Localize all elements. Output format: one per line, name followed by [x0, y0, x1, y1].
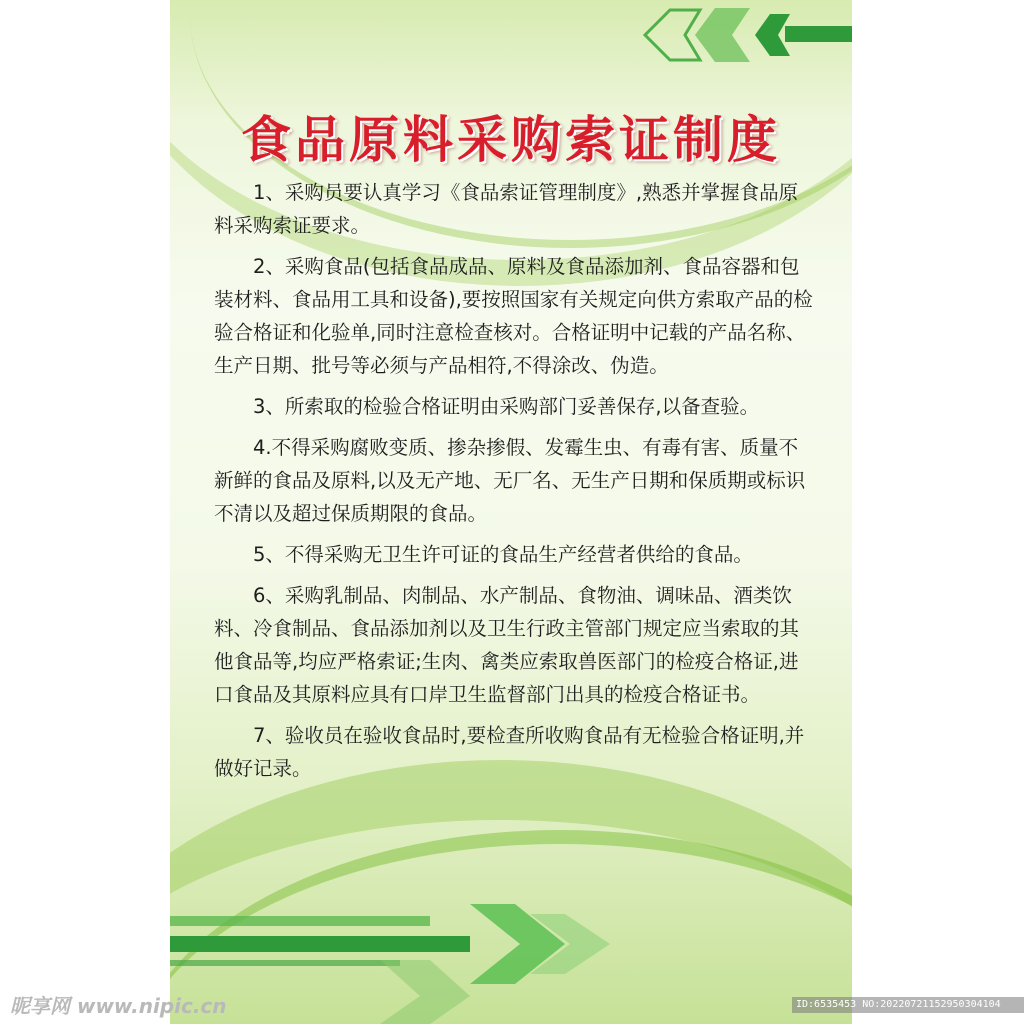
rule-paragraph: 3、所索取的检验合格证明由采购部门妥善保存,以备查验。 — [253, 395, 760, 418]
rule-paragraph: 2、采购食品(包括食品成品、原料及食品添加剂、食品容器和包装材料、食品用工具和设备),要按照国家有关规定向供方索取产品的检验合格证和化验单,同时注意检查核对。合格证明中记载的产品名称、生产日期、批号等必须与产品相符,不得涂改、伪造。 — [214, 255, 813, 377]
rule-paragraph: 7、验收员在验收食品时,要检查所收购食品有无检验合格证明,并做好记录。 — [214, 724, 805, 780]
rules-body — [214, 176, 814, 793]
rule-paragraph: 6、采购乳制品、肉制品、水产制品、食物油、调味品、酒类饮料、冷食制品、食品添加剂以及卫生行政主管部门规定应当索取的其他食品等,均应严格索证;生肉、禽类应索取兽医部门的检疫合格证,进口食品及其原料应具有口岸卫生监督部门出具的检疫合格证书。 — [214, 584, 800, 706]
page-title: 食品原料采购索证制度 — [241, 111, 781, 169]
rule-paragraph: 4.不得采购腐败变质、掺杂掺假、发霉生虫、有毒有害、质量不新鲜的食品及原料,以及无产地、无厂名、无生产日期和保质期或标识不清以及超过保质期限的食品。 — [214, 436, 806, 525]
rule-paragraph: 1、采购员要认真学习《食品索证管理制度》,熟悉并掌握食品原料采购索证要求。 — [214, 181, 799, 237]
watermark-logo: 昵享网 www.nipic.cn — [10, 994, 227, 1018]
top-arrows-icon — [640, 0, 852, 70]
rule-paragraph: 5、不得采购无卫生许可证的食品生产经营者供给的食品。 — [253, 543, 753, 566]
poster — [170, 0, 852, 1024]
bottom-arrows-icon — [170, 900, 620, 1024]
watermark-id: ID:6535453 NO:20220721152950304104 — [792, 997, 1024, 1013]
